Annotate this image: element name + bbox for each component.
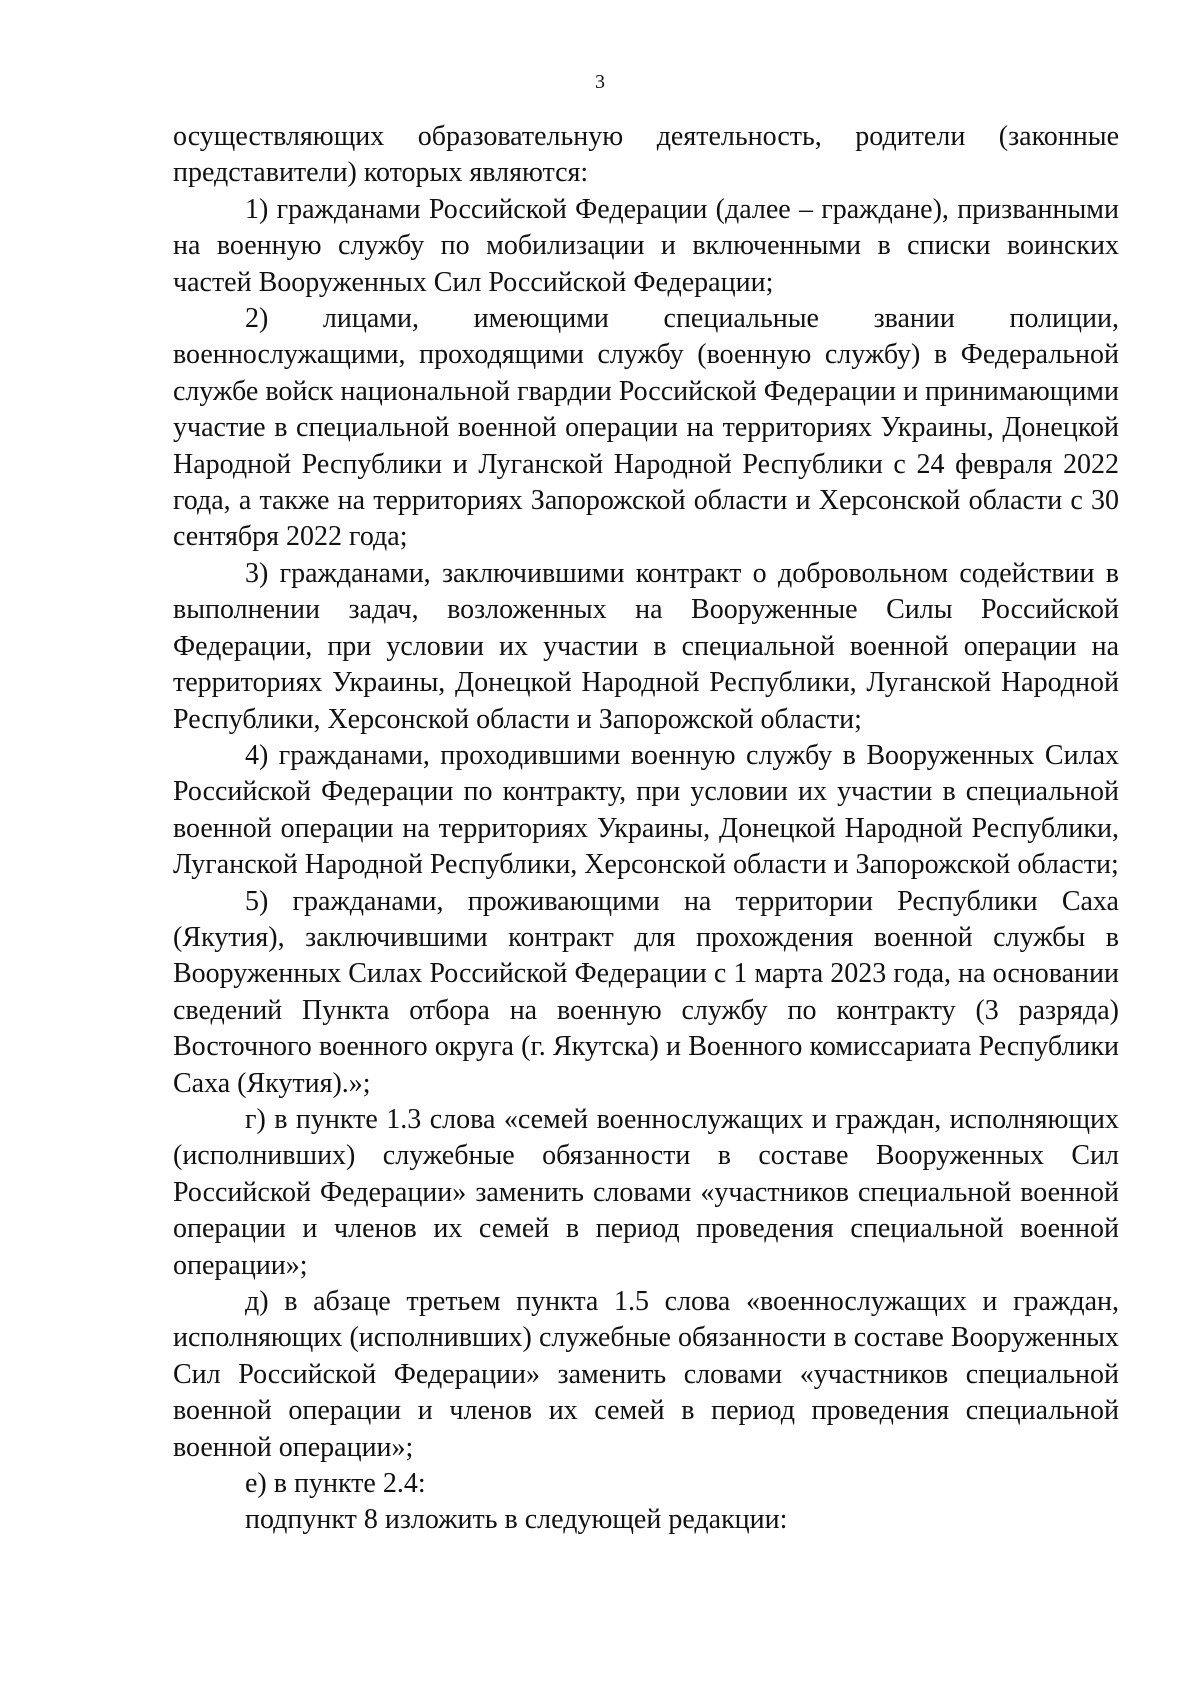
- paragraph-amendment-g: г) в пункте 1.3 слова «семей военнослужащих и граждан, исполняющих (исполнивших) служебные обязанности в составе Вооруженных Сил Российской Федерации» заменить словами «участников специальной военной операции и членов их семей в период проведения специальной военной операции»;: [173, 1103, 1119, 1281]
- paragraph-item-3: 3) гражданами, заключившими контракт о добровольном содействии в выполнении задач, возложенных на Вооруженные Силы Российской Федерации, при условии их участии в специальной военной операции на территориях Украины, Донецкой Народной Республики, Луганской Народной Республики, Херсонской области и Запорожской области;: [173, 557, 1119, 735]
- paragraph-subitem-8: подпункт 8 изложить в следующей редакции:: [245, 1504, 788, 1536]
- paragraph-amendment-e: е) в пункте 2.4:: [245, 1468, 426, 1500]
- paragraph-item-1: 1) гражданами Российской Федерации (далее – граждане), призванными на военную службу по мобилизации и включенными в списки воинских частей Вооруженных Сил Российской Федерации;: [173, 193, 1119, 298]
- page-number: 3: [595, 71, 605, 93]
- paragraph-amendment-d: д) в абзаце третьем пункта 1.5 слова «военнослужащих и граждан, исполняющих (исполнивших) служебные обязанности в составе Вооруженных Сил Российской Федерации» заменить словами «участников специальной военной операции и членов их семей в период проведения специальной военной операции»;: [173, 1286, 1119, 1463]
- paragraph-item-4: 4) гражданами, проходившими военную службу в Вооруженных Силах Российской Федерации по контракту, при условии их участии в специальной военной операции на территориях Украины, Донецкой Народной Республики, Луганской Народной Республики, Херсонской области и Запорожской области;: [173, 739, 1119, 881]
- paragraph-intro: осуществляющих образовательную деятельность, родители (законные представители) которых являются:: [173, 121, 1119, 189]
- paragraph-item-5: 5) гражданами, проживающими на территории Республики Саха (Якутия), заключившими контракт для прохождения военной службы в Вооруженных Силах Российской Федерации с 1 марта 2023 года, на основании сведений Пункта отбора на военную службу по контракту (3 разряда) Восточного военного округа (г. Якутска) и Военного комиссариата Республики Саха (Якутия).»;: [173, 885, 1119, 1099]
- document-body: [173, 119, 1119, 1539]
- paragraph-item-2: 2) лицами, имеющими специальные звании полиции, военнослужащими, проходящими службу (военную службу) в Федеральной службе войск национальной гвардии Российской Федерации и принимающими участие в специальной военной операции на территориях Украины, Донецкой Народной Республики и Луганской Народной Республики с 24 февраля 2022 года, а также на территориях Запорожской области и Херсонской области с 30 сентября 2022 года;: [173, 303, 1119, 553]
